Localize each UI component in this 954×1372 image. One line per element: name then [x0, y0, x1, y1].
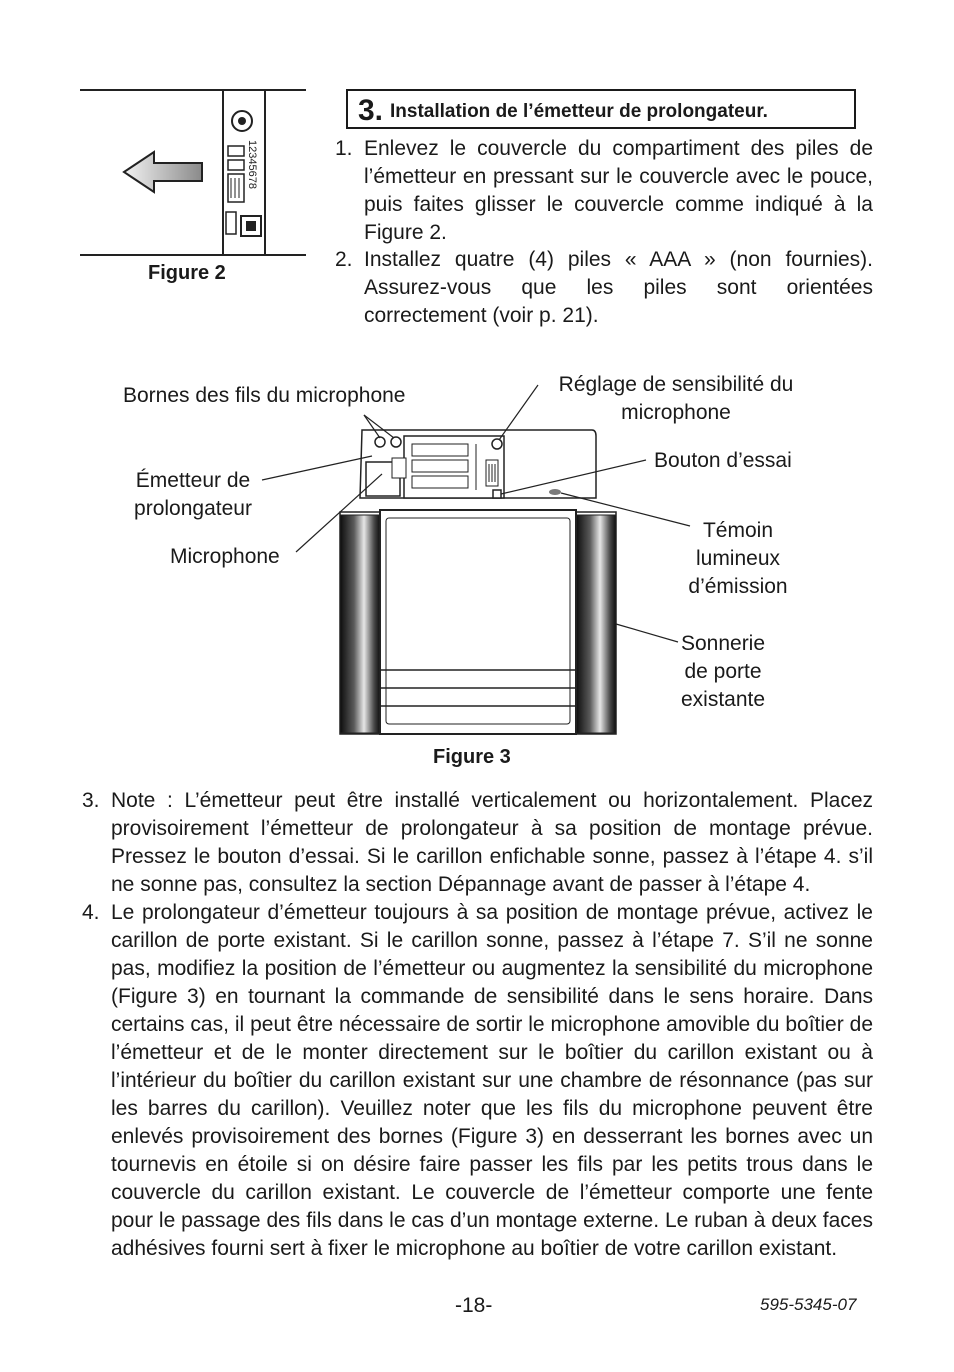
- label-transmitter: [118, 467, 268, 523]
- test-button-icon: [493, 490, 501, 498]
- chime-tube-left: [340, 515, 380, 733]
- label-chime-line3: existante: [680, 688, 766, 711]
- step-number: 4.: [82, 901, 100, 924]
- label-transmitter-line2: prolongateur: [134, 497, 252, 520]
- label-led: [668, 517, 808, 601]
- label-sensitivity-line1: Réglage de sensibilité du: [558, 373, 794, 396]
- led-icon: [549, 489, 561, 495]
- label-transmitter-line1: Émetteur de: [135, 469, 251, 492]
- section-number: 3.: [358, 94, 384, 127]
- label-led-line1: Témoin: [702, 519, 774, 542]
- chime-tube-right: [576, 515, 616, 733]
- section-heading: [346, 89, 856, 129]
- figure-2: [80, 88, 308, 258]
- sensitivity-knob-icon: [492, 439, 502, 449]
- label-sensitivity-line2: microphone: [621, 401, 731, 424]
- document-number: 595-5345-07: [760, 1295, 857, 1314]
- chime-cover: [380, 510, 576, 734]
- label-test-button: Bouton d’essai: [654, 449, 792, 472]
- label-chime: [658, 630, 788, 714]
- arrow-left-icon: [124, 152, 202, 192]
- label-led-line2: lumineux: [695, 547, 781, 570]
- figure-3-caption: Figure 3: [433, 746, 511, 768]
- step-number: 1.: [335, 137, 353, 160]
- step-number: 2.: [335, 248, 353, 271]
- step-text: Installez quatre (4) piles « AAA » (non fournies). Assurez-vous que les piles sont orientées correctement (voir p. 21).: [364, 248, 873, 327]
- label-microphone: Microphone: [170, 545, 280, 568]
- label-terminals: Bornes des fils du microphone: [123, 384, 406, 407]
- label-sensitivity: [536, 371, 816, 427]
- label-chime-line1: Sonnerie: [680, 632, 766, 655]
- figure-2-caption: Figure 2: [148, 262, 226, 284]
- step-text: Note : L’émetteur peut être installé verticalement ou horizontalement. Placez provisoirement l’émetteur de prolongateur à sa position de montage prévue. Pressez le bouton d’essai. Si le carillon enfichable sonne, passez à l’étape 4. s’il ne sonne pas, consultez la section Dépannage avant de passer à l’étape 4.: [111, 789, 873, 896]
- step-text: Enlevez le couvercle du compartiment des piles de l’émetteur en pressant sur le couvercle avec le pouce, puis faites glisser le couvercle comme indiqué à la Figure 2.: [364, 137, 873, 244]
- step-text: Le prolongateur d’émetteur toujours à sa position de montage prévue, activez le carillon de porte existant. Si le carillon sonne, passez à l’étape 7. S’il ne sonne pas, modifiez la position de l’émetteur ou augmentez la sensibilité du microphone (Figure 3) en tournant la commande de sensibilité dans le sens horaire. Dans certains cas, il peut être nécessaire de sortir le microphone amovible du boîtier de l’émetteur et de le monter directement sur le boîtier du carillon existant ou à l’intérieur du boîtier du carillon existant sur une chambre de résonnance (pas sur les barres du carillon). Veuillez noter que les fils du microphone peuvent être enlevés provisoirement des bornes (Figure 3) en desserrant les bornes avec un tournevis en étoile si on désire faire passer les fils par les petits trous dans le couvercle du carillon existant. Le couvercle de l’émetteur comporte une fente pour le passage des fils dans le cas d’un montage externe. Le ruban à deux faces adhésives fourni sert à fixer le microphone au boîtier de votre carillon existant.: [111, 901, 873, 1260]
- terminal-icon: [391, 437, 401, 447]
- switch-numbers: 12345678: [246, 140, 258, 189]
- terminal-icon: [375, 437, 385, 447]
- label-led-line3: d’émission: [688, 575, 788, 598]
- section-title: Installation de l’émetteur de prolongateur.: [390, 101, 768, 122]
- page-number: -18-: [455, 1294, 493, 1317]
- label-chime-line2: de porte: [684, 660, 762, 683]
- step-number: 3.: [82, 789, 100, 812]
- figure-2-drawing: [80, 88, 308, 258]
